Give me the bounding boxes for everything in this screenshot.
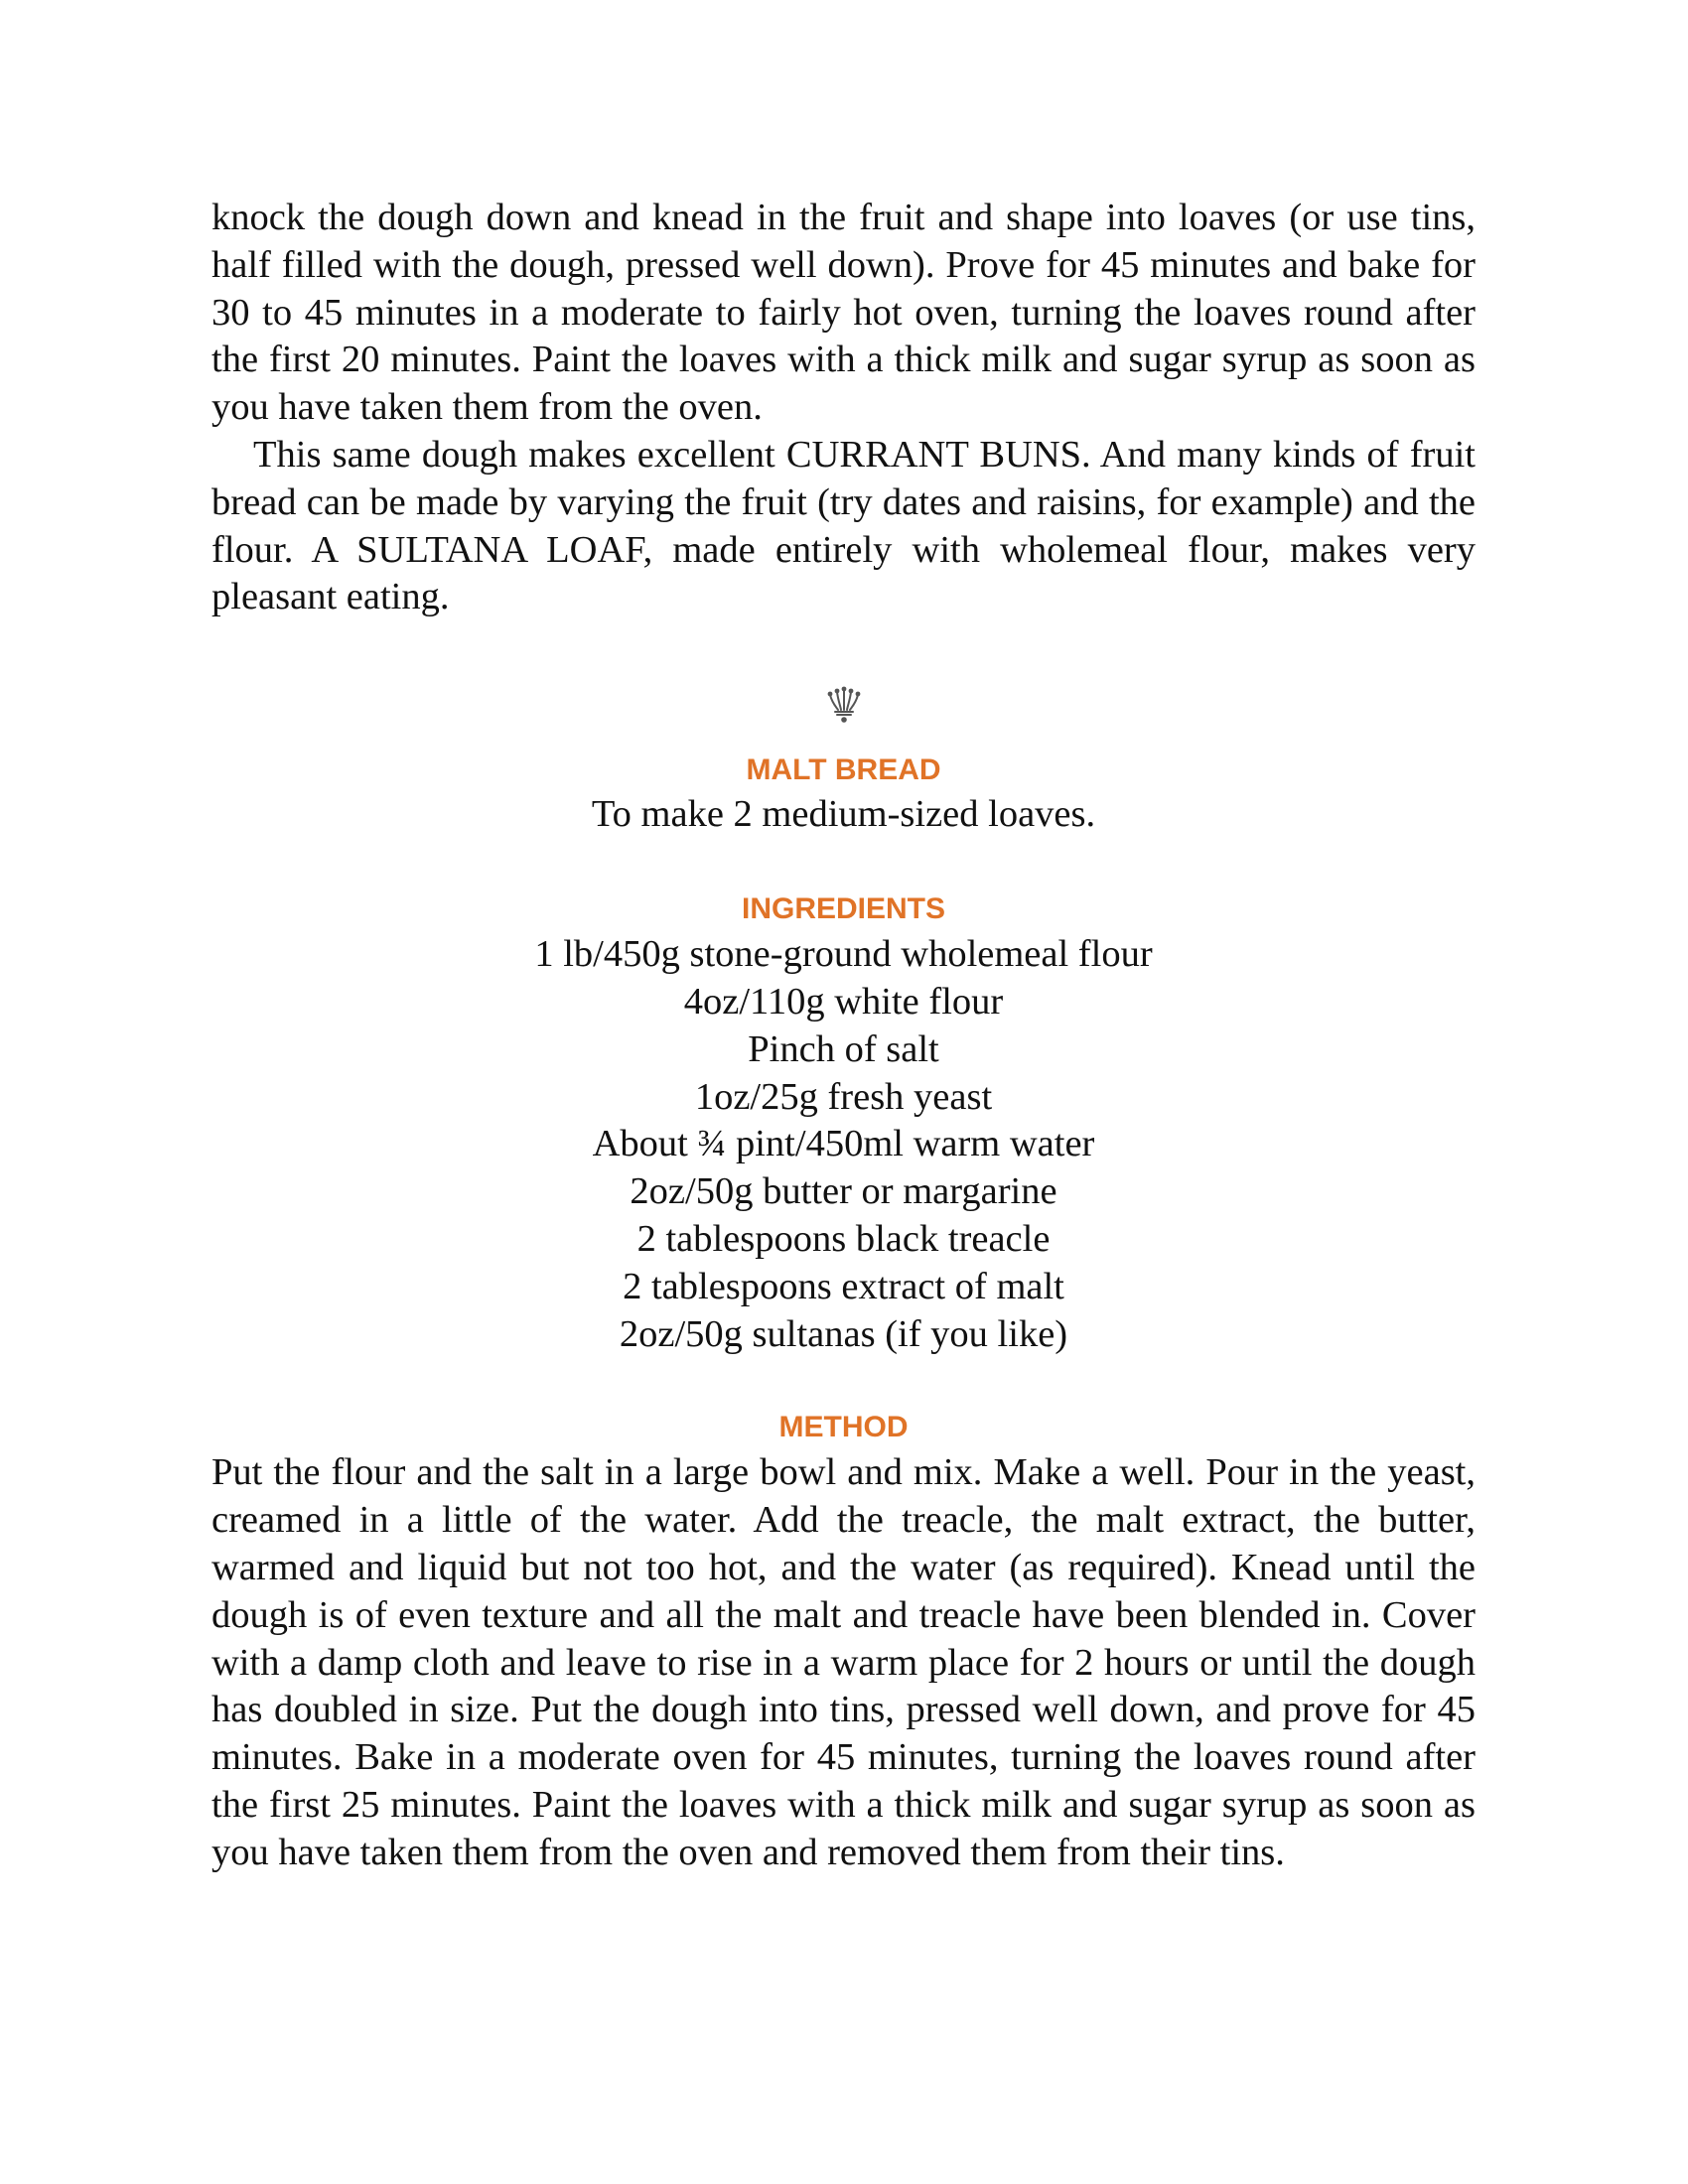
section-divider	[211, 683, 1476, 733]
crown-ornament-icon	[822, 683, 866, 727]
ingredient-item: 2oz/50g sultanas (if you like)	[619, 1312, 1068, 1355]
ingredients-heading: INGREDIENTS	[741, 892, 946, 926]
method-paragraph: Put the flour and the salt in a large bowl and mix. Make a well. Pour in the yeast, creamed in a little of the water. Add the treacle, the malt extract, the butter, warmed and liquid but not too hot, and the water (as required). Knead until the dough is of even texture and all the malt and treacle have been blended in. Cover with a damp cloth and leave to rise in a warm place for 2 hours or until the dough has doubled in size. Put the dough into tins, pressed well down, and prove for 45 minutes. Bake in a moderate oven for 45 minutes, turning the loaves round after the first 25 minutes. Paint the loaves with a thick milk and sugar syrup as soon as you have taken them from the oven and removed them from their tins.	[211, 1451, 1476, 1873]
ingredient-item: About ¾ pint/450ml warm water	[592, 1123, 1095, 1165]
ingredient-item: 4oz/110g white flour	[683, 980, 1004, 1023]
ingredient-item: 2 tablespoons extract of malt	[623, 1265, 1064, 1307]
document-page	[211, 195, 1476, 1877]
recipe-yield: To make 2 medium-sized loaves.	[591, 793, 1096, 836]
ingredient-item: 2 tablespoons black treacle	[636, 1217, 1051, 1260]
ingredient-item: 2oz/50g butter or margarine	[630, 1170, 1057, 1213]
ingredient-item: 1 lb/450g stone-ground wholemeal flour	[534, 933, 1153, 976]
ingredient-item: 1oz/25g fresh yeast	[694, 1075, 993, 1118]
intro-paragraph-2: This same dough makes excellent CURRANT BUNS. And many kinds of fruit bread can be made by varying the fruit (try dates and raisins, for example) and the flour. A SULTANA LOAF, made entirely with wholemeal flour, makes very pleasant eating.	[211, 433, 1476, 618]
recipe-title: MALT BREAD	[746, 753, 941, 787]
ingredients-list	[211, 931, 1476, 1358]
ingredient-item: Pinch of salt	[748, 1027, 939, 1070]
method-heading: METHOD	[778, 1411, 909, 1444]
intro-paragraph-1: knock the dough down and knead in the fruit and shape into loaves (or use tins, half filled with the dough, pressed well down). Prove for 45 minutes and bake for 30 to 45 minutes in a moderate to fairly hot oven, turning the loaves round after the first 20 minutes. Paint the loaves with a thick milk and sugar syrup as soon as you have taken them from the oven.	[211, 197, 1476, 429]
